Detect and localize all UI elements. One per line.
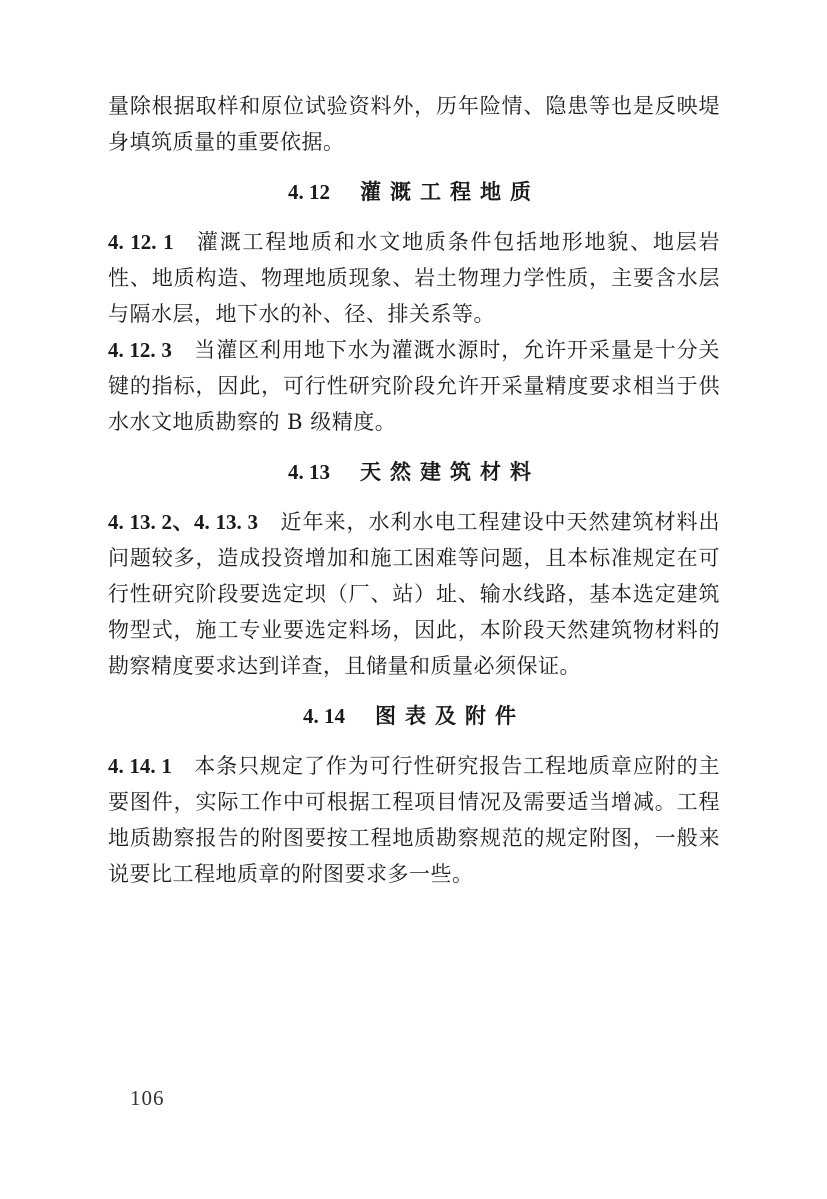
clause-text: 灌溉工程地质和水文地质条件包括地形地貌、地层岩性、地质构造、物理地质现象、岩土物理力学性质，主要含水层与隔水层，地下水的补、径、排关系等。 — [108, 230, 721, 326]
section-number: 4. 14 — [303, 704, 345, 728]
clause-number: 4. 12. 3 — [108, 338, 172, 362]
clause-number: 4. 13. 2、4. 13. 3 — [108, 510, 258, 534]
clause-4-12-3 — [108, 332, 720, 440]
clause-number: 4. 12. 1 — [108, 230, 174, 254]
clause-text: 本条只规定了作为可行性研究报告工程地质章应附的主要图件，实际工作中可根据工程项目情况及需要适当增减。工程地质勘察报告的附图要按工程地质勘察规范的规定附图，一般来说要比工程地质章的附图要求多一些。 — [108, 754, 721, 886]
section-title: 图表及附件 — [375, 704, 525, 728]
clause-4-12-1 — [108, 224, 720, 332]
clause-4-13-2-3 — [108, 504, 720, 684]
section-heading-4-14 — [108, 698, 720, 734]
section-heading-4-13 — [108, 454, 720, 490]
clause-text: 当灌区利用地下水为灌溉水源时，允许开采量是十分关键的指标，因此，可行性研究阶段允许开采量精度要求相当于供水水文地质勘察的 B 级精度。 — [108, 338, 721, 434]
page-number: 106 — [130, 1086, 165, 1110]
section-heading-4-12 — [108, 174, 720, 210]
clause-4-14-1 — [108, 748, 720, 892]
intro-paragraph: 量除根据取样和原位试验资料外，历年险情、隐患等也是反映堤身填筑质量的重要依据。 — [108, 94, 720, 154]
clause-number: 4. 14. 1 — [108, 754, 172, 778]
section-number: 4. 12 — [288, 180, 330, 204]
document-body — [108, 88, 720, 892]
clause-text: 近年来，水利水电工程建设中天然建筑材料出问题较多，造成投资增加和施工困难等问题，且本标准规定在可行性研究阶段要选定坝（厂、站）址、输水线路，基本选定建筑物型式，施工专业要选定料场，因此，本阶段天然建筑物材料的勘察精度要求达到详查，且储量和质量必须保证。 — [108, 510, 720, 678]
section-title: 天然建筑材料 — [360, 460, 540, 484]
section-number: 4. 13 — [288, 460, 330, 484]
section-title: 灌溉工程地质 — [360, 180, 540, 204]
